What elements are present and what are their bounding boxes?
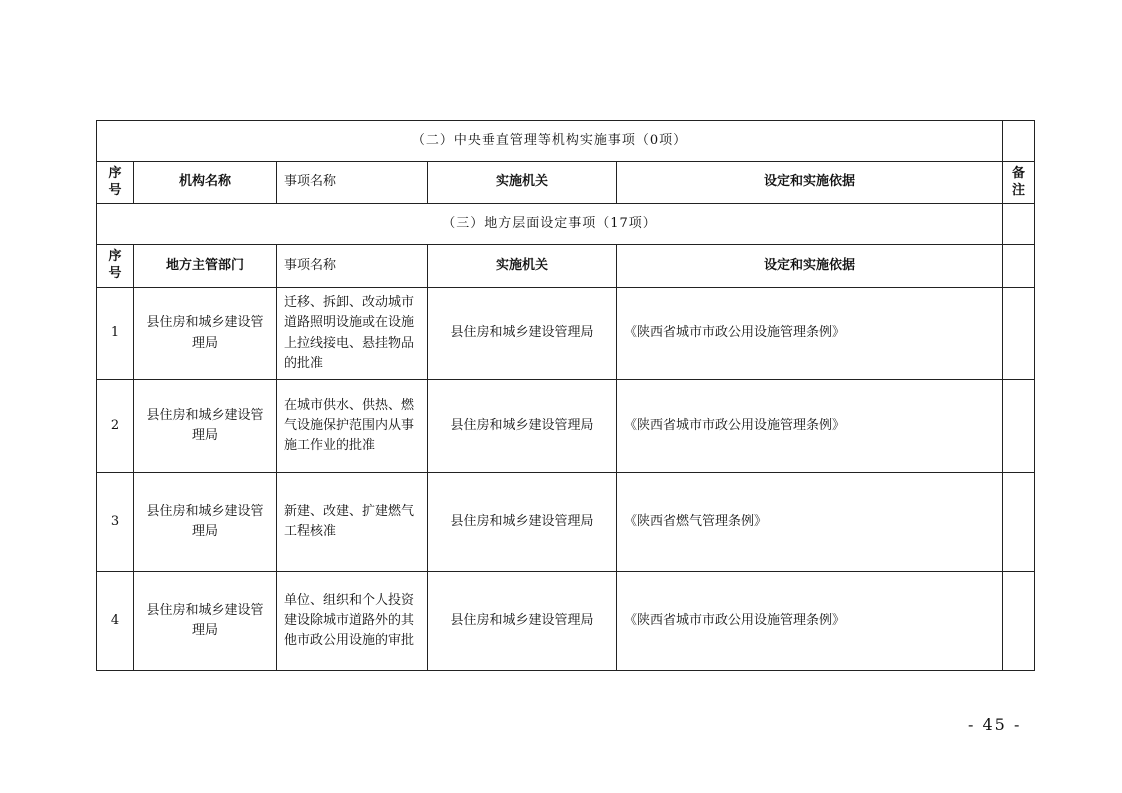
row-item: 在城市供水、供热、燃气设施保护范围内从事施工作业的批准: [277, 380, 428, 473]
seq-char-1: 序: [108, 249, 122, 265]
row-basis: 《陕西省城市市政公用设施管理条例》: [617, 380, 1003, 473]
matters-table: [96, 120, 1035, 671]
section3-header-basis: 设定和实施依据: [617, 245, 1003, 288]
section3-title-row: [97, 204, 1035, 245]
section2-title-row: [97, 121, 1035, 162]
seq-char-2: 号: [108, 182, 122, 198]
page-number: - 45 -: [968, 715, 1022, 734]
row-note: [1003, 572, 1035, 671]
section2-title-note-cell: [1003, 121, 1035, 162]
section2-header-note: [1003, 162, 1035, 204]
table-row: [97, 380, 1035, 473]
row-agency: 县住房和城乡建设管理局: [428, 572, 617, 671]
section3-title-note-cell: [1003, 204, 1035, 245]
table-row: [97, 473, 1035, 572]
row-basis: 《陕西省城市市政公用设施管理条例》: [617, 288, 1003, 380]
section3-header-seq: [97, 245, 134, 288]
row-dept: 县住房和城乡建设管理局: [134, 572, 277, 671]
seq-char-2: 号: [108, 266, 122, 281]
row-number: 4: [97, 572, 134, 671]
section2-header-basis: 设定和实施依据: [617, 162, 1003, 204]
row-agency: 县住房和城乡建设管理局: [428, 473, 617, 572]
row-note: [1003, 380, 1035, 473]
row-basis: 《陕西省燃气管理条例》: [617, 473, 1003, 572]
table-row: [97, 572, 1035, 671]
row-basis: 《陕西省城市市政公用设施管理条例》: [617, 572, 1003, 671]
seq-char-1: 序: [108, 165, 122, 181]
table-row: [97, 288, 1035, 380]
row-item: 迁移、拆卸、改动城市道路照明设施或在设施上拉线接电、悬挂物品的批准: [277, 288, 428, 380]
row-number: 2: [97, 380, 134, 473]
note-char-1: 备: [1012, 165, 1026, 181]
section3-header-item: 事项名称: [277, 245, 428, 288]
section3-header-dept: 地方主管部门: [134, 245, 277, 288]
section2-header-row: [97, 162, 1035, 204]
section3-title: （三）地方层面设定事项（17项）: [97, 204, 1003, 245]
section2-header-org: 机构名称: [134, 162, 277, 204]
note-char-2: 注: [1012, 182, 1026, 198]
section3-header-row: [97, 245, 1035, 288]
row-note: [1003, 288, 1035, 380]
row-number: 1: [97, 288, 134, 380]
row-item: 单位、组织和个人投资建设除城市道路外的其他市政公用设施的审批: [277, 572, 428, 671]
section2-header-agency: 实施机关: [428, 162, 617, 204]
row-number: 3: [97, 473, 134, 572]
section2-header-item: 事项名称: [277, 162, 428, 204]
section3-header-agency: 实施机关: [428, 245, 617, 288]
row-item: 新建、改建、扩建燃气工程核准: [277, 473, 428, 572]
row-dept: 县住房和城乡建设管理局: [134, 380, 277, 473]
section3-header-note: [1003, 245, 1035, 288]
section2-header-seq: [97, 162, 134, 204]
row-dept: 县住房和城乡建设管理局: [134, 473, 277, 572]
section2-title: （二）中央垂直管理等机构实施事项（0项）: [97, 121, 1003, 162]
row-dept: 县住房和城乡建设管理局: [134, 288, 277, 380]
row-agency: 县住房和城乡建设管理局: [428, 288, 617, 380]
row-agency: 县住房和城乡建设管理局: [428, 380, 617, 473]
row-note: [1003, 473, 1035, 572]
